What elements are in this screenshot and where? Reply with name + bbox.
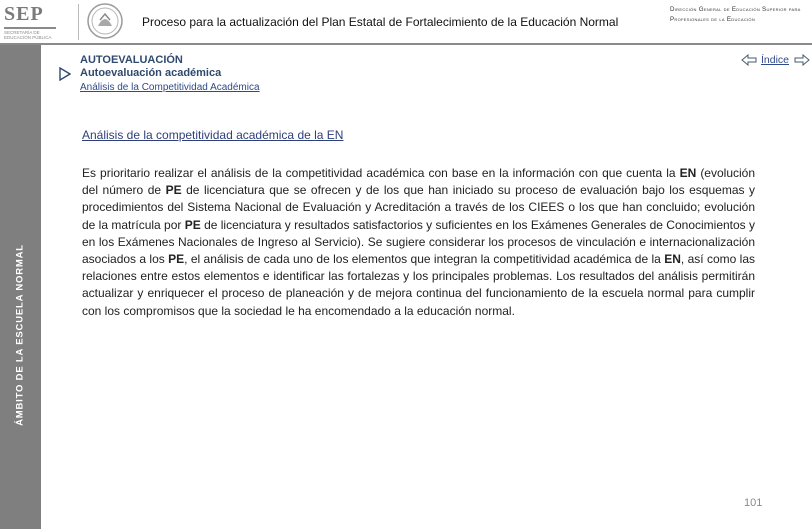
header-divider [78,4,79,40]
header-divider-line [0,43,812,45]
logo-bar [4,27,56,29]
sep-logo-subtext: SECRETARÍA DE EDUCACIÓN PÚBLICA [4,30,52,40]
direccion-general: Dirección General de Educación Superior para Profesionales de la Educación [670,6,801,23]
sep-logo [4,3,72,41]
document-title: Proceso para la actualización del Plan Estatal de Fortalecimiento de la Educación Normal [142,15,619,29]
seal-icon [86,2,124,40]
play-icon [59,67,71,81]
sep-logo-text: SEP [4,3,44,25]
breadcrumb-level1: AUTOEVALUACIÓN [80,54,183,66]
sidebar [0,45,41,529]
breadcrumb-level2: Autoevaluación académica [80,67,222,79]
breadcrumb-level3-link[interactable]: Análisis de la Competitividad Académica [80,82,260,93]
index-link[interactable]: Índice [761,54,790,66]
section-title: Análisis de la competitividad académica de la EN [82,128,344,142]
body-paragraph: Es prioritario realizar el análisis de la competitividad académica con base en la información con que cuenta la EN (evolución del número de PE de licenciatura que se ofrecen y de los que han iniciado su proceso de evaluación bajo los esquemas y procedimientos del Sistema Nacional de Evaluación y Acreditación a través de los CIEES o los que han concluido; evolución de la matrícula por PE de licenciatura y resultados satisfactorios y suficientes en los Exámenes Generales de Conocimientos y en los Exámenes Nacionales de Ingreso al Servicio). Se sugiere considerar los procesos de vinculación e internacionalización asociados a los PE, el análisis de cada uno de los elementos que integran la competitividad académica de la EN, así como las relaciones entre estos elementos e identificar las fortalezas y los principales problemas. Los resultados del análisis permitirán actualizar y enriquecer el proceso de planeación y de mejora continua del funcionamiento de la escuela normal para cumplir con los compromisos que la sociedad le ha encomendado a la educación normal. [82,166,756,318]
page-number: 101 [744,497,763,509]
arrow-left-icon[interactable] [741,54,757,66]
sidebar-label: ÁMBITO DE LA ESCUELA NORMAL [14,244,26,426]
arrow-right-icon[interactable] [794,54,810,66]
header [0,0,812,44]
